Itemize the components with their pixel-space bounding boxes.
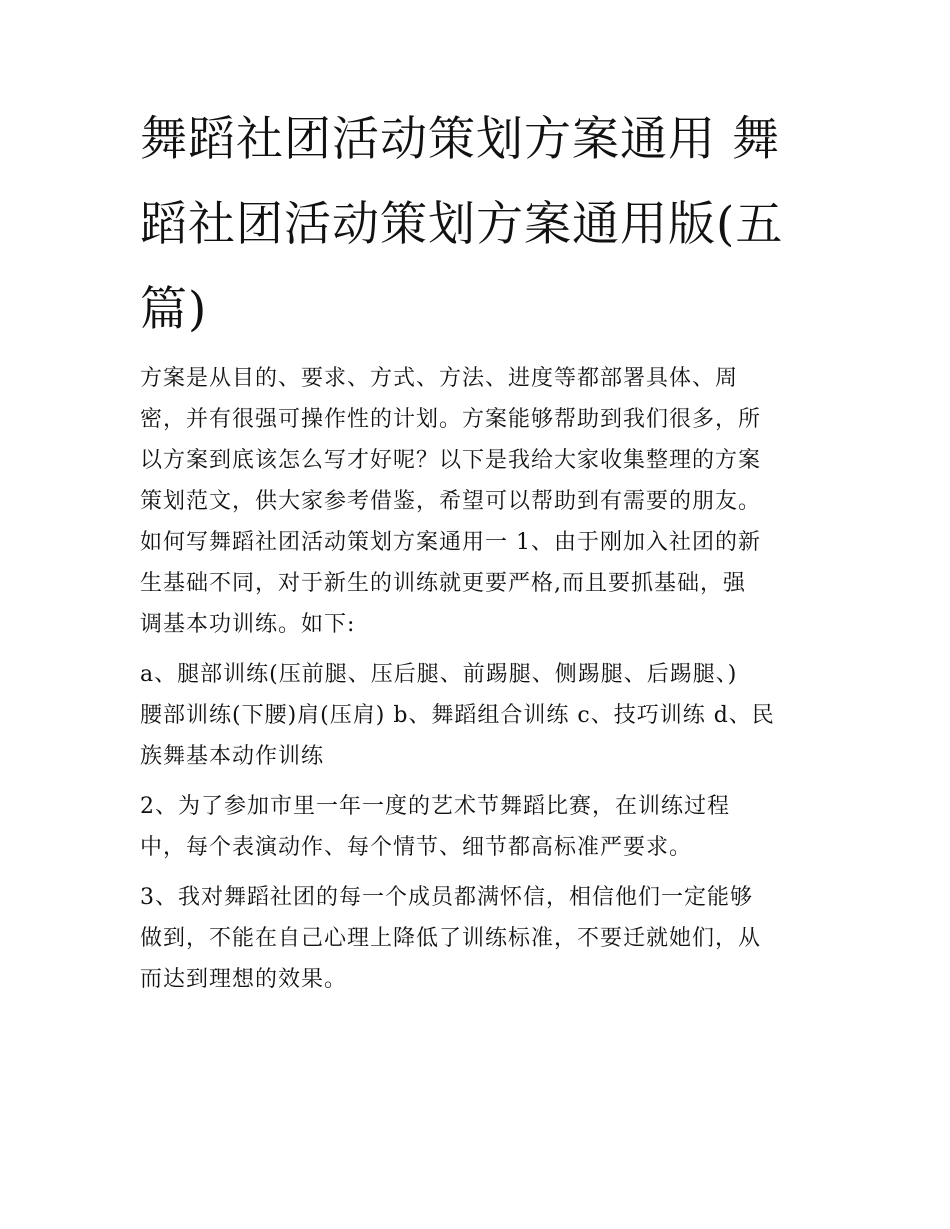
training-items-paragraph [140,654,830,777]
text-line: 腰部训练(下腰)肩(压肩) b、舞蹈组合训练 c、技巧训练 d、民 [140,703,775,728]
text-line: 而达到理想的效果。 [140,967,348,992]
intro-paragraph [140,358,830,645]
text-line: 如何写舞蹈社团活动策划方案通用一 1、由于刚加入社团的新 [140,530,761,555]
title-line: 蹈社团活动策划方案通用版(五 [140,197,784,252]
text-line: a、腿部训练(压前腿、压后腿、前踢腿、侧踢腿、后踢腿、) [140,662,738,687]
text-line: 方案是从目的、要求、方式、方法、进度等都部署具体、周 [140,366,739,391]
text-line: 3、我对舞蹈社团的每一个成员都满怀信，相信他们一定能够 [140,885,753,910]
competition-paragraph [140,786,830,868]
text-line: 中，每个表演动作、每个情节、细节都高标准严要求。 [140,835,693,860]
text-line: 做到，不能在自己心理上降低了训练标准，不要迁就她们，从 [140,926,762,951]
text-line: 密，并有很强可操作性的计划。方案能够帮助到我们很多，所 [140,407,762,432]
document-title [140,114,820,369]
document-body [140,358,830,1009]
text-line: 以方案到底该怎么写才好呢？以下是我给大家收集整理的方案 [140,448,762,473]
title-line: 舞蹈社团活动策划方案通用 舞 [140,112,780,167]
text-line: 生基础不同，对于新生的训练就更要严格,而且要抓基础，强 [140,571,746,596]
text-line: 2、为了参加市里一年一度的艺术节舞蹈比赛，在训练过程 [140,794,730,819]
text-line: 策划范文，供大家参考借鉴，希望可以帮助到有需要的朋友。 [140,489,762,514]
confidence-paragraph [140,877,830,1000]
title-line: 篇) [140,282,208,337]
text-line: 族舞基本动作训练 [140,744,325,769]
text-line: 调基本功训练。如下: [140,612,356,637]
